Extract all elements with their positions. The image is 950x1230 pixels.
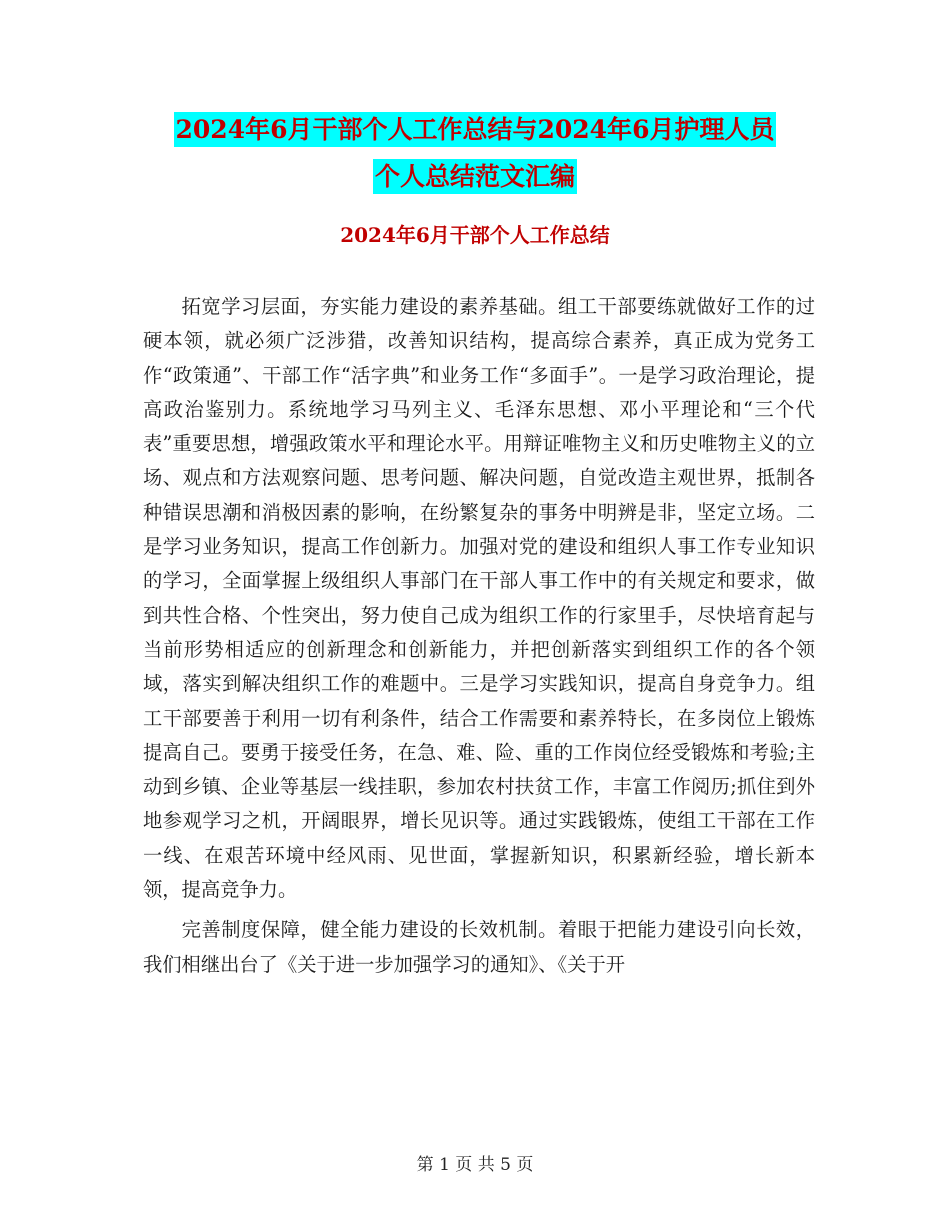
- paragraph-2: 完善制度保障，健全能力建设的长效机制。着眼于把能力建设引向长效，我们相继出台了《关于进一步加强学习的通知》、《关于开: [143, 918, 815, 976]
- page-number: 第 1 页 共 5 页: [416, 1155, 534, 1175]
- document-title: [0, 112, 950, 206]
- body-text: [143, 290, 815, 982]
- title-line-1: 2024年6月干部个人工作总结与2024年6月护理人员: [174, 112, 777, 147]
- title-line-2: 个人总结范文汇编: [373, 159, 577, 194]
- section-title: 2024年6月干部个人工作总结: [340, 223, 610, 247]
- paragraph-1: 拓宽学习层面，夯实能力建设的素养基础。组工干部要练就做好工作的过硬本领，就必须广泛涉猎，改善知识结构，提高综合素养，真正成为党务工作“政策通”、干部工作“活字典”和业务工作“多面手”。一是学习政治理论，提高政治鉴别力。系统地学习马列主义、毛泽东思想、邓小平理论和“三个代表”重要思想，增强政策水平和理论水平。用辩证唯物主义和历史唯物主义的立场、观点和方法观察问题、思考问题、解决问题，自觉改造主观世界，抵制各种错误思潮和消极因素的影响，在纷繁复杂的事务中明辨是非，坚定立场。二是学习业务知识，提高工作创新力。加强对党的建设和组织人事工作专业知识的学习，全面掌握上级组织人事部门在干部人事工作中的有关规定和要求，做到共性合格、个性突出，努力使自己成为组织工作的行家里手，尽快培育起与当前形势相适应的创新理念和创新能力，并把创新落实到组织工作的各个领域，落实到解决组织工作的难题中。三是学习实践知识，提高自身竞争力。组工干部要善于利用一切有利条件，结合工作需要和素养特长，在多岗位上锻炼提高自己。要勇于接受任务，在急、难、险、重的工作岗位经受锻炼和考验;主动到乡镇、企业等基层一线挂职，参加农村扶贫工作，丰富工作阅历;抓住到外地参观学习之机，开阔眼界，增长见识等。通过实践锻炼，使组工干部在工作一线、在艰苦环境中经风雨、见世面，掌握新知识，积累新经验，增长新本领，提高竞争力。: [143, 295, 815, 902]
